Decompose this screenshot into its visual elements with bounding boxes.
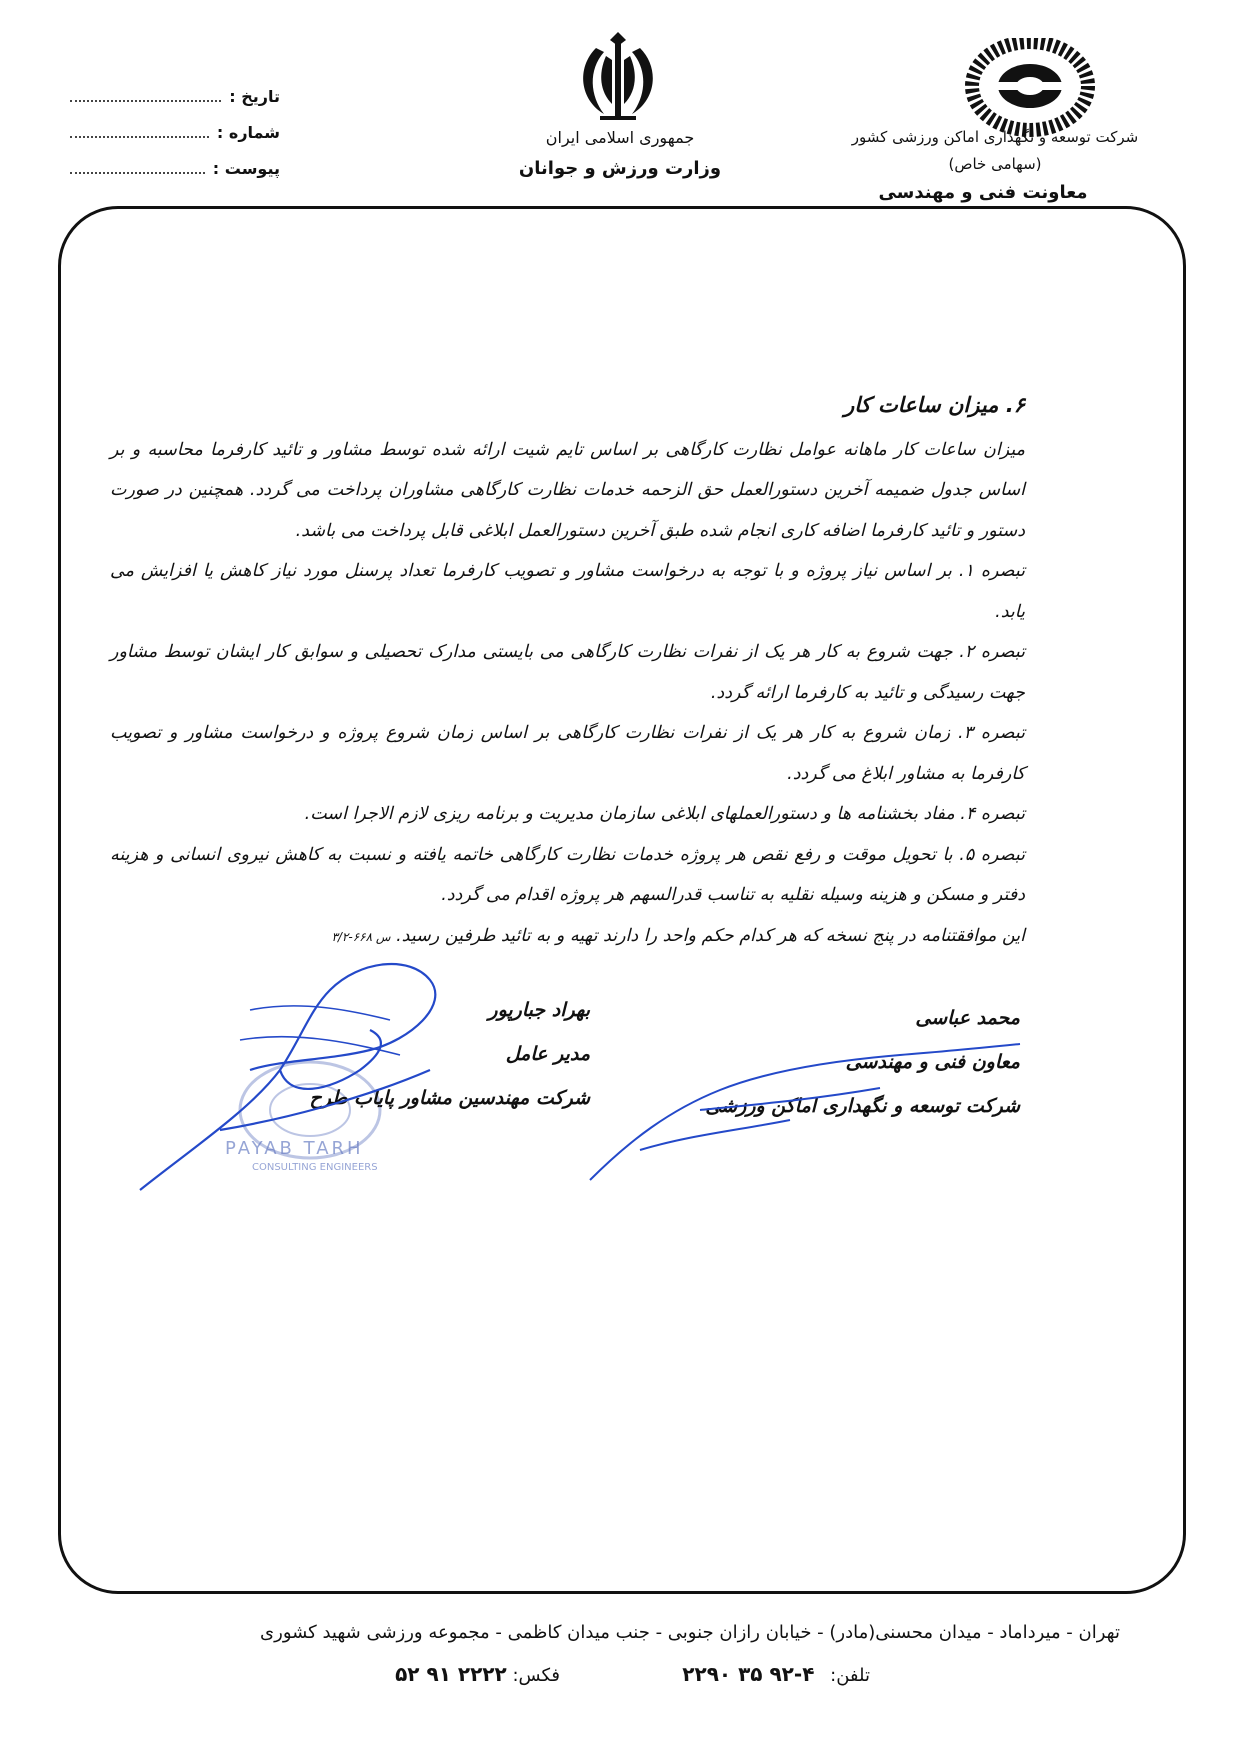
closing-text: این موافقتنامه در پنج نسخه که هر کدام حکم واحد را دارند تهیه و به تائید طرفین رسید. (396, 925, 1025, 946)
ministry-name: وزارت ورزش و جوانان (518, 158, 722, 179)
closing-line (110, 916, 1025, 958)
company-department: معاونت فنی و مهندسی (878, 182, 1088, 203)
paragraph-main: میزان ساعات کار ماهانه عوامل نظارت کارگاهی بر اساس تایم شیت ارائه شده توسط مشاور و تائید کارفرما محاسبه و بر اساس جدول ضمیمه آخرین دستورالعمل حق الزحمه خدمات نظارت کارگاهی مشاوران پرداخت می گردد. همچنین در صورت دستور و تائید کارفرما اضافه کاری انجام شده طبق آخرین دستورالعمل ابلاغی قابل پرداخت می باشد. (110, 439, 1025, 541)
note-4: تبصره ۴. مفاد بخشنامه ها و دستورالعملهای ابلاغی سازمان مدیریت و برنامه ریزی لازم الاجرا است. (304, 804, 1025, 824)
state-name: جمهوری اسلامی ایران (545, 128, 695, 147)
date-label: تاریخ : (229, 86, 280, 106)
signature-block-left (170, 988, 590, 1120)
note-1: تبصره ۱. بر اساس نیاز پروژه و با توجه به درخواست مشاور و تصویب کارفرما تعداد پرسنل مورد نیاز کاهش یا افزایش می یابد. (110, 561, 1025, 622)
iran-emblem-icon (570, 30, 666, 126)
number-field (70, 120, 280, 144)
stamp-text: PAYAB TARH (225, 1138, 364, 1159)
attachment-field (70, 156, 280, 180)
signer-left-name: بهراد جبارپور (488, 999, 590, 1021)
fax-label: فکس: (512, 1665, 560, 1686)
attachment-label: پیوست : (212, 158, 280, 178)
footer-phone (682, 1662, 870, 1686)
number-label: شماره : (216, 122, 280, 142)
signer-right-name: محمد عباسی (915, 1007, 1020, 1029)
phone-number: ۴-۹۲ ۳۵ ۲۲۹۰ (682, 1662, 815, 1686)
company-name: شرکت توسعه و نگهداری اماکن ورزشی کشور (851, 128, 1139, 146)
note-3: تبصره ۳. زمان شروع به کار هر یک از نفرات نظارت کارگاهی بر اساس زمان شروع پروژه و درخواست مشاور و تصویب کارفرما به مشاور ابلاغ می گردد. (110, 723, 1025, 784)
signer-right-title: معاون فنی و مهندسی (845, 1051, 1020, 1073)
signer-left-org: شرکت مهندسین مشاور پایاب طرح (309, 1087, 590, 1109)
date-field (70, 84, 280, 108)
attachment-dots (70, 162, 205, 174)
phone-label: تلفن: (830, 1665, 870, 1686)
company-type: (سهامی خاص) (948, 155, 1042, 173)
footer-fax (395, 1662, 560, 1686)
closing-mark: س ۶۶۸-۳/۲ (331, 929, 391, 944)
signature-block-right (600, 996, 1020, 1128)
section-title: ۶. میزان ساعات کار (844, 393, 1025, 417)
signer-left-title: مدیر عامل (505, 1043, 590, 1065)
letter-body (110, 385, 1025, 957)
date-dots (70, 90, 221, 102)
company-logo-icon (960, 38, 1100, 138)
footer-address: تهران - میرداماد - میدان محسنی(مادر) - خیابان رازان جنوبی - جنب میدان کاظمی - مجموعه ورزشی شهید کشوری (260, 1622, 1120, 1643)
stamp-subtext: CONSULTING ENGINEERS (252, 1162, 378, 1173)
fax-number: ۲۲۲۲ ۹۱ ۵۲ (395, 1662, 507, 1686)
note-5: تبصره ۵. با تحویل موقت و رفع نقص هر پروژه خدمات نظارت کارگاهی خاتمه یافته و نسبت به کاهش نیروی انسانی و هزینه دفتر و مسکن و هزینه وسیله نقلیه به تناسب قدرالسهم هر پروژه اقدام می گردد. (110, 844, 1025, 905)
number-dots (70, 126, 209, 138)
note-2: تبصره ۲. جهت شروع به کار هر یک از نفرات نظارت کارگاهی می بایستی مدارک تحصیلی و سوابق کار ایشان توسط مشاور جهت رسیدگی و تائید به کارفرما ارائه گردد. (110, 642, 1025, 703)
signer-right-org: شرکت توسعه و نگهداری اماکن ورزشی (705, 1095, 1020, 1117)
